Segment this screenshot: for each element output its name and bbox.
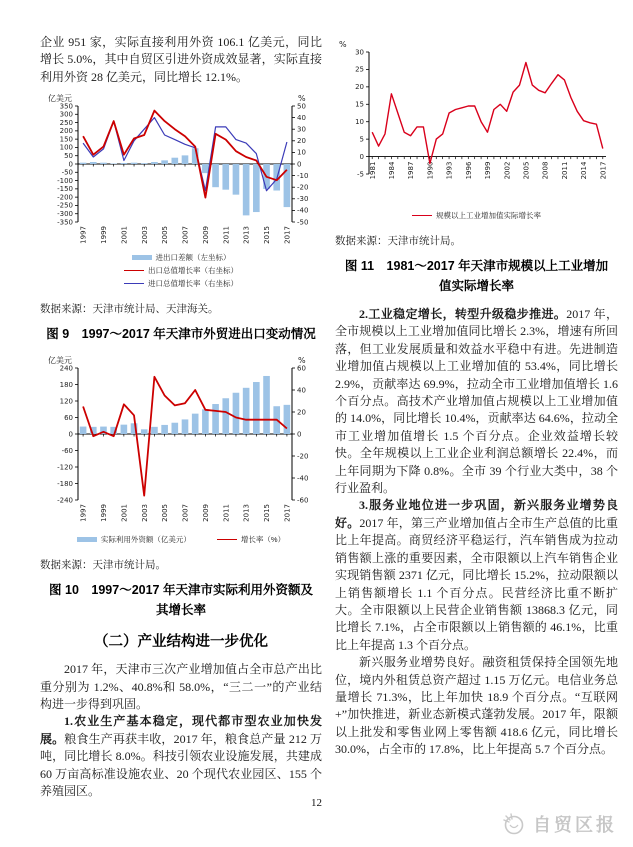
svg-text:1990: 1990 <box>426 161 435 180</box>
svg-text:1997: 1997 <box>79 504 88 523</box>
svg-text:-40: -40 <box>297 474 309 483</box>
left-paragraph-2 <box>40 713 322 800</box>
svg-text:60: 60 <box>297 364 306 373</box>
svg-text:2005: 2005 <box>161 504 170 523</box>
legend-bar-swatch <box>77 537 97 542</box>
legend-line-swatch <box>124 270 144 271</box>
svg-text:1993: 1993 <box>445 161 454 180</box>
paragraph-body: 粮食生产再获丰收，2017 年，粮食总产量 212 万吨，同比增长 8.0%。科技引领农业设施发展，共建成 60 万亩高标准设施农业、20 个现代农业园区、155 个养殖园区。 <box>40 731 322 799</box>
svg-text:0: 0 <box>297 160 302 169</box>
svg-text:-50: -50 <box>61 168 73 177</box>
legend-item <box>124 265 238 276</box>
svg-text:2017: 2017 <box>283 504 292 523</box>
svg-text:100: 100 <box>59 143 73 152</box>
svg-text:-180: -180 <box>57 480 73 489</box>
svg-text:亿美元: 亿美元 <box>48 94 72 104</box>
svg-text:40: 40 <box>297 114 306 123</box>
svg-text:-150: -150 <box>57 185 73 194</box>
svg-text:-60: -60 <box>61 447 73 456</box>
svg-text:2009: 2009 <box>201 504 210 523</box>
svg-text:1996: 1996 <box>464 161 473 180</box>
svg-text:2001: 2001 <box>120 504 129 523</box>
svg-text:2008: 2008 <box>541 161 550 180</box>
fig10-chart <box>40 354 322 532</box>
fig9-chart <box>40 92 322 250</box>
fig11-chart <box>335 36 620 208</box>
svg-text:240: 240 <box>59 364 73 373</box>
svg-text:-350: -350 <box>57 218 73 227</box>
svg-text:0: 0 <box>359 152 364 161</box>
svg-text:20: 20 <box>297 137 306 146</box>
right-paragraph-2 <box>335 497 618 654</box>
legend-item <box>124 278 238 289</box>
svg-text:2007: 2007 <box>181 504 190 523</box>
fig10-caption: 图 10 1997～2017 年天津市实际利用外资额及其增长率 <box>49 583 313 618</box>
svg-text:1999: 1999 <box>484 161 493 180</box>
svg-text:5: 5 <box>359 135 364 144</box>
legend-item <box>412 210 541 221</box>
svg-text:10: 10 <box>355 118 364 127</box>
fig11-legend <box>335 210 618 221</box>
svg-text:2009: 2009 <box>201 226 210 245</box>
fig10-legend <box>40 534 322 545</box>
svg-text:2017: 2017 <box>283 226 292 245</box>
svg-text:-300: -300 <box>57 210 73 219</box>
paragraph-body: 2017 年，全市规模以上工业增加值同比增长 2.3%，增速有所回落，但工业发展质量和效益水平稳中有进。先进制造业增加值占规模以上工业增加值的 53.4%，同比增长 2.9%，贡献率达 69.9%，拉动全市工业增加值增长 1.6 个百分点。高技术产业增加值占规模以上工业增加值的 14.0%，同比增长 10.4%，贡献率达 64.6%，拉动全市工业增加值增长 1.5 个百分点。企业效益增长较快。全年规模以上工业企业利润总额增长 22.4%，而上年同期为下降 0.8%。全市 39 个行业大类中，38 个行业盈利。 <box>335 307 618 496</box>
svg-text:180: 180 <box>59 381 73 390</box>
fig9-legend <box>40 252 322 289</box>
svg-text:2001: 2001 <box>120 226 129 245</box>
fig11-caption: 图 11 1981～2017 年天津市规模以上工业增加值实际增长率 <box>344 259 609 293</box>
svg-text:-5: -5 <box>357 170 364 179</box>
paragraph-lead: 3.服务业地位进一步巩固，新兴服务业增势良好。 <box>335 498 618 530</box>
svg-text:0: 0 <box>297 430 302 439</box>
legend-label: 增长率（%） <box>240 535 286 545</box>
svg-text:1997: 1997 <box>79 226 88 245</box>
legend-label: 实际利用外资额（亿美元） <box>100 535 191 545</box>
svg-text:30: 30 <box>355 48 364 57</box>
svg-text:2003: 2003 <box>140 504 149 523</box>
svg-text:15: 15 <box>355 100 364 109</box>
svg-text:50: 50 <box>297 102 306 111</box>
svg-text:200: 200 <box>59 127 73 136</box>
legend-item <box>77 534 191 545</box>
svg-text:10: 10 <box>297 148 306 157</box>
legend-line-swatch <box>412 215 432 216</box>
svg-text:1981: 1981 <box>368 161 377 180</box>
fig9-caption: 图 9 1997～2017 年天津市外贸进出口变动情况 <box>46 327 316 342</box>
svg-text:2002: 2002 <box>503 161 512 180</box>
svg-text:-240: -240 <box>57 496 73 505</box>
svg-text:-10: -10 <box>297 172 309 181</box>
svg-text:2003: 2003 <box>140 226 149 245</box>
fig9-figure <box>40 92 322 344</box>
section-heading: （二）产业结构进一步优化 <box>94 634 268 651</box>
legend-line-swatch <box>217 539 237 540</box>
svg-text:%: % <box>298 94 306 104</box>
svg-text:300: 300 <box>59 110 73 119</box>
svg-text:1984: 1984 <box>388 161 397 180</box>
svg-text:2015: 2015 <box>263 226 272 245</box>
page-number: 12 <box>311 797 322 809</box>
legend-label: 进出口差额（左坐标） <box>155 253 231 263</box>
svg-text:1999: 1999 <box>100 226 109 245</box>
svg-text:350: 350 <box>59 102 73 111</box>
svg-text:2014: 2014 <box>580 161 589 180</box>
svg-text:120: 120 <box>59 397 73 406</box>
right-paragraph-3: 新兴服务业增势良好。融资租赁保持全国领先地位，境内外租赁总资产超过 1.15 万亿元。电信业务总量增长 71.3%，比上年加快 18.9 个百分点。“互联网+”加快推进，新业态新模式蓬勃发展。2017 年，限额以上批发和零售业网上零售额 418.6 亿元，同比增长 30.0%，占全市的 17.8%，比上年提高 5.7 个百分点。 <box>335 655 618 757</box>
svg-text:-100: -100 <box>57 177 73 186</box>
svg-text:0: 0 <box>68 160 73 169</box>
brand-watermark <box>500 811 617 837</box>
svg-text:30: 30 <box>297 125 306 134</box>
legend-item <box>217 534 285 545</box>
brand-name: 自贸区报 <box>533 815 617 835</box>
svg-text:%: % <box>298 356 306 366</box>
svg-text:2011: 2011 <box>222 504 231 523</box>
intro-paragraph: 企业 951 家，实际直接利用外资 106.1 亿美元，同比增长 5.0%，其中自贸区引进外资成效显著，实际直接利用外资 28 亿美元，同比增长 12.1%。 <box>40 35 322 84</box>
svg-text:250: 250 <box>59 119 73 128</box>
svg-text:0: 0 <box>68 430 73 439</box>
paragraph-lead: 1.农业生产基本稳定，现代都市型农业加快发展。 <box>40 714 322 746</box>
fig11-source: 数据来源：天津市统计局。 <box>335 236 461 247</box>
paragraph-lead: 2.工业稳定增长，转型升级稳步推进。 <box>359 307 567 321</box>
svg-text:-250: -250 <box>57 201 73 210</box>
svg-text:2015: 2015 <box>263 504 272 523</box>
legend-label: 出口总值增长率（右坐标） <box>148 266 238 276</box>
svg-text:2011: 2011 <box>222 226 231 245</box>
legend-bar-swatch <box>132 255 152 260</box>
paragraph-body: 2017 年，第三产业增加值占全市生产总值的比重比上年提高。商贸经济平稳运行，汽车销售成为拉动销售额上涨的重要因素，全市限额以上汽车销售企业实现销售额 2371 亿元，同比增长 15.2%，拉动限额以上销售额增长 1.1 个百分点。民营经济比重不断扩大。全市限额以上民营企业销售额 13868.3 亿元，同比增长 7.1%，占全市限额以上销售额的 46.1%，比重比上年提高 1.3 个百分点。 <box>335 515 618 652</box>
legend-item <box>132 252 231 263</box>
legend-line-swatch <box>124 283 144 284</box>
legend-label: 规模以上工业增加值实际增长率 <box>436 211 541 220</box>
svg-text:2017: 2017 <box>599 161 608 180</box>
svg-text:2005: 2005 <box>522 161 531 180</box>
svg-text:亿美元: 亿美元 <box>48 356 72 366</box>
svg-text:1987: 1987 <box>407 161 416 180</box>
fig10-figure <box>40 354 322 620</box>
right-column <box>335 34 618 847</box>
svg-text:2013: 2013 <box>242 226 251 245</box>
svg-text:60: 60 <box>64 414 73 423</box>
svg-text:2005: 2005 <box>161 226 170 245</box>
svg-text:%: % <box>339 40 347 49</box>
svg-text:40: 40 <box>297 386 306 395</box>
svg-text:-120: -120 <box>57 463 73 472</box>
svg-text:25: 25 <box>355 65 364 74</box>
svg-text:2007: 2007 <box>181 226 190 245</box>
svg-text:20: 20 <box>355 83 364 92</box>
svg-text:-20: -20 <box>297 183 309 192</box>
fig10-source: 数据来源：天津市统计局。 <box>40 560 166 572</box>
svg-text:50: 50 <box>64 152 73 161</box>
svg-text:-50: -50 <box>297 218 309 227</box>
svg-text:1999: 1999 <box>100 504 109 523</box>
left-paragraph-1: 2017 年，天津市三次产业增加值占全市总产出比重分别为 1.2%、40.8%和 58.0%，“三二一”的产业结构进一步得到巩固。 <box>40 662 322 712</box>
bird-icon <box>500 811 526 837</box>
fig11-figure <box>335 36 618 296</box>
svg-text:2013: 2013 <box>242 504 251 523</box>
svg-text:20: 20 <box>297 408 306 417</box>
svg-text:-60: -60 <box>297 496 309 505</box>
svg-text:-200: -200 <box>57 193 73 202</box>
svg-text:-20: -20 <box>297 452 309 461</box>
svg-text:-30: -30 <box>297 195 309 204</box>
svg-text:2011: 2011 <box>560 161 569 180</box>
svg-text:150: 150 <box>59 135 73 144</box>
right-paragraph-1 <box>335 306 618 497</box>
svg-text:-40: -40 <box>297 206 309 215</box>
legend-label: 进口总值增长率（右坐标） <box>148 279 238 289</box>
fig9-source: 数据来源：天津市统计局、天津海关。 <box>40 304 219 316</box>
left-column <box>40 34 322 847</box>
